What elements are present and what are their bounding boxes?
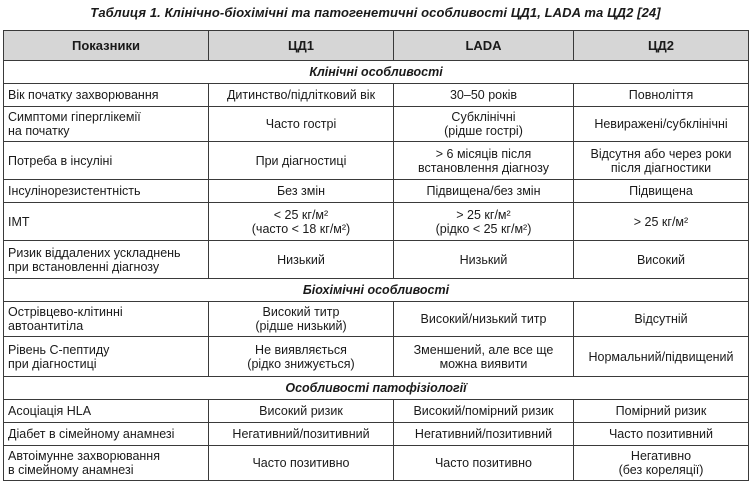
cell-line: Високий/низький титр xyxy=(420,312,547,326)
cell-cd2 xyxy=(574,84,749,107)
cell-lada xyxy=(394,302,574,337)
cell-line: після діагностики xyxy=(610,160,712,175)
row-label xyxy=(4,423,209,446)
row-label-line: Потреба в інсуліні xyxy=(8,153,113,168)
row-label-line: автоантитіла xyxy=(8,319,84,333)
table-row xyxy=(4,84,749,107)
cell-line: Часто гострі xyxy=(265,117,337,131)
table-caption: Таблиця 1. Клінічно-біохімічні та патогенетичні особливості ЦД1, LADA та ЦД2 [24] xyxy=(90,5,661,20)
header-cd1: ЦД1 xyxy=(209,31,394,61)
cell-line: Субклінічні xyxy=(451,110,516,124)
row-label-line: Інсулінорезистентність xyxy=(8,184,141,198)
cell-line: (рідко < 25 кг/м²) xyxy=(435,221,532,236)
row-label-line: Острівцево-клітинні xyxy=(8,305,123,319)
cell-line: Без змін xyxy=(276,184,326,198)
comparison-table xyxy=(3,30,749,481)
cell-cd1 xyxy=(209,400,394,423)
row-label-line: при діагностиці xyxy=(8,356,97,371)
cell-cd1 xyxy=(209,302,394,337)
section-row-biochemical xyxy=(4,279,749,302)
cell-line: (часто < 18 кг/м²) xyxy=(251,221,351,236)
cell-cd1 xyxy=(209,84,394,107)
section-title: Клінічні особливості xyxy=(4,61,749,84)
cell-line: (рідше низький) xyxy=(255,319,347,333)
cell-cd1 xyxy=(209,241,394,279)
row-label xyxy=(4,400,209,423)
cell-lada xyxy=(394,142,574,180)
cell-cd1 xyxy=(209,337,394,377)
cell-line: Високий ризик xyxy=(259,404,343,418)
row-label xyxy=(4,84,209,107)
cell-cd1 xyxy=(209,446,394,481)
table-row xyxy=(4,423,749,446)
cell-line: Високий/помірний ризик xyxy=(413,404,554,418)
table-row xyxy=(4,446,749,481)
cell-cd2 xyxy=(574,337,749,377)
cell-cd1 xyxy=(209,203,394,241)
row-label-line: Рівень С-пептиду xyxy=(8,342,110,357)
cell-cd1 xyxy=(209,423,394,446)
cell-line: 30–50 років xyxy=(449,88,518,102)
cell-line: Часто позитивний xyxy=(608,427,714,441)
cell-line: Невиражені/субклінічні xyxy=(594,117,728,131)
row-label xyxy=(4,107,209,142)
table-row xyxy=(4,241,749,279)
cell-line: При діагностиці xyxy=(255,153,347,168)
row-label-line: на початку xyxy=(8,124,70,138)
header-cd2: ЦД2 xyxy=(574,31,749,61)
cell-line: Відсутній xyxy=(634,312,688,326)
row-label xyxy=(4,203,209,241)
cell-line: Часто позитивно xyxy=(434,456,533,470)
cell-line: Зменшений, але все ще xyxy=(413,342,554,357)
cell-line: можна виявити xyxy=(439,356,528,371)
cell-line: Високий титр xyxy=(262,305,340,319)
cell-lada xyxy=(394,337,574,377)
row-label xyxy=(4,180,209,203)
cell-cd2 xyxy=(574,423,749,446)
cell-line: Помірний ризик xyxy=(615,404,707,418)
row-label-line: в сімейному анамнезі xyxy=(8,463,134,477)
cell-line: (рідко знижується) xyxy=(247,356,355,371)
row-label-line: Вік початку захворювання xyxy=(8,88,159,102)
row-label-line: при встановленні діагнозу xyxy=(8,259,160,274)
cell-line: Підвищена xyxy=(629,184,693,198)
cell-cd1 xyxy=(209,107,394,142)
table-row xyxy=(4,142,749,180)
table-row xyxy=(4,302,749,337)
row-label-line: Симптоми гіперглікемії xyxy=(8,110,141,124)
row-label xyxy=(4,337,209,377)
cell-line: Негативно xyxy=(630,449,692,463)
cell-line: Нормальний/підвищений xyxy=(588,349,734,364)
cell-line: Відсутня або через роки xyxy=(590,146,732,161)
row-label-line: Автоімунне захворювання xyxy=(8,449,160,463)
cell-lada xyxy=(394,446,574,481)
cell-cd2 xyxy=(574,107,749,142)
row-label-line: Ризик віддалених ускладнень xyxy=(8,245,181,260)
row-label xyxy=(4,142,209,180)
cell-line: Дитинство/підлітковий вік xyxy=(226,88,376,102)
cell-cd1 xyxy=(209,142,394,180)
row-label-line: Асоціація HLA xyxy=(8,404,92,418)
table-row xyxy=(4,107,749,142)
header-indicators: Показники xyxy=(4,31,209,61)
cell-cd2 xyxy=(574,241,749,279)
cell-line: > 6 місяців після xyxy=(435,146,532,161)
cell-lada xyxy=(394,180,574,203)
cell-line: Негативний/позитивний xyxy=(232,427,370,441)
cell-line: Негативний/позитивний xyxy=(414,427,553,441)
cell-line: (без кореляції) xyxy=(618,463,704,477)
cell-lada xyxy=(394,107,574,142)
cell-line: встановлення діагнозу xyxy=(418,160,549,175)
cell-cd2 xyxy=(574,180,749,203)
cell-lada xyxy=(394,400,574,423)
cell-cd1 xyxy=(209,180,394,203)
cell-lada xyxy=(394,84,574,107)
cell-line: Не виявляється xyxy=(255,342,347,357)
cell-line: (рідше гострі) xyxy=(444,124,523,138)
cell-line: Підвищена/без змін xyxy=(426,184,541,198)
header-row xyxy=(4,31,749,61)
cell-line: Низький xyxy=(277,252,325,267)
table-row xyxy=(4,180,749,203)
cell-line: Високий xyxy=(636,252,686,267)
cell-cd2 xyxy=(574,302,749,337)
cell-lada xyxy=(394,203,574,241)
cell-line: > 25 кг/м² xyxy=(456,207,511,222)
header-lada: LADA xyxy=(394,31,574,61)
table-row xyxy=(4,203,749,241)
cell-line: > 25 кг/м² xyxy=(633,214,689,229)
section-row-pathophysiology xyxy=(4,377,749,400)
row-label-line: ІМТ xyxy=(8,214,30,229)
row-label-line: Діабет в сімейному анамнезі xyxy=(8,427,175,441)
section-row-clinical xyxy=(4,61,749,84)
table-row xyxy=(4,337,749,377)
cell-cd2 xyxy=(574,142,749,180)
cell-cd2 xyxy=(574,203,749,241)
row-label xyxy=(4,241,209,279)
cell-cd2 xyxy=(574,400,749,423)
section-title: Особливості патофізіології xyxy=(4,377,749,400)
cell-line: Повноліття xyxy=(628,88,694,102)
section-title: Біохімічні особливості xyxy=(4,279,749,302)
row-label xyxy=(4,302,209,337)
table-row xyxy=(4,400,749,423)
row-label xyxy=(4,446,209,481)
cell-cd2 xyxy=(574,446,749,481)
cell-line: Часто позитивно xyxy=(252,456,350,470)
cell-lada xyxy=(394,241,574,279)
cell-lada xyxy=(394,423,574,446)
cell-line: Низький xyxy=(459,252,508,267)
cell-line: < 25 кг/м² xyxy=(273,207,329,222)
